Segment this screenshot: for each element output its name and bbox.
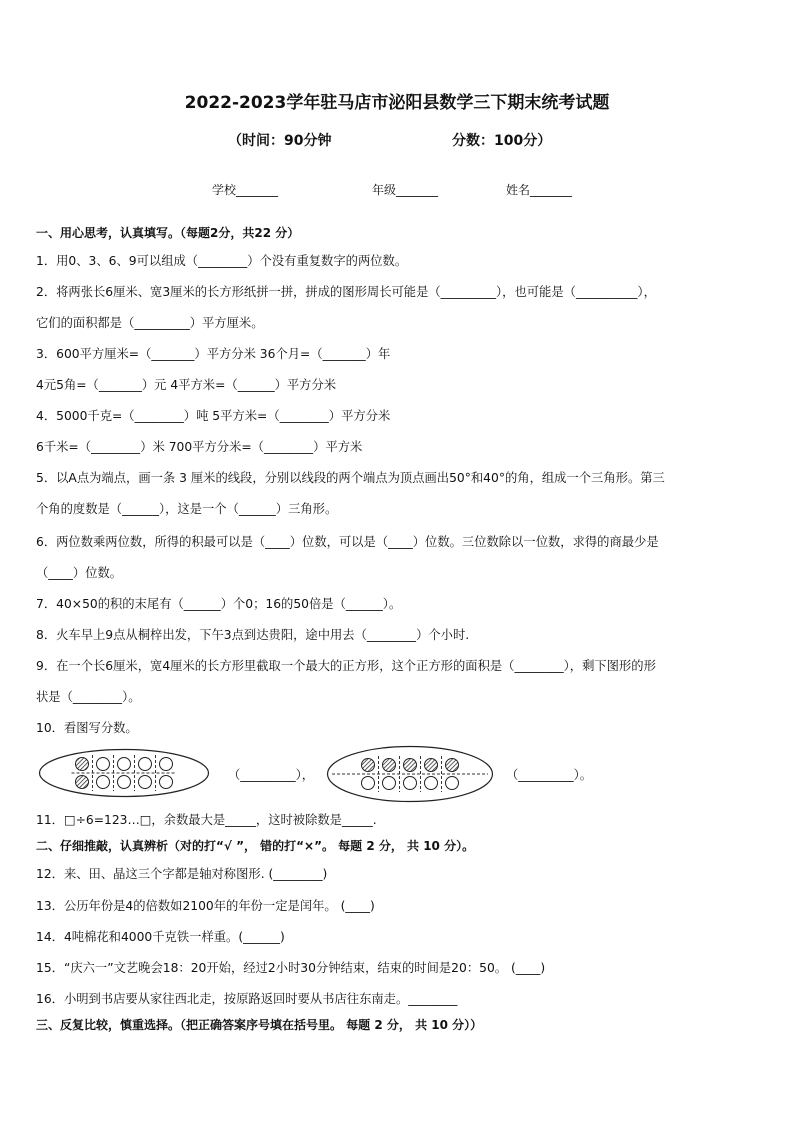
empty-circle (97, 776, 110, 789)
empty-circle (118, 776, 131, 789)
question-4-cont: 6千米=（________）米 700平方分米=（________）平方米 (36, 440, 363, 454)
question-9: 9．在一个长6厘米，宽4厘米的长方形里截取一个最大的正方形，这个正方形的面积是（________），剩下图形的形 (36, 659, 656, 673)
fraction-figure-2 (326, 745, 494, 803)
question-5-cont: 个角的度数是（______），这是一个（______）三角形。 (36, 502, 338, 516)
shaded-circle (425, 759, 438, 772)
question-3: 3．600平方厘米=（_______）平方分米 36个月=（_______）年 (36, 347, 391, 361)
shaded-circle (404, 759, 417, 772)
shaded-circle (76, 758, 89, 771)
question-4: 4．5000千克=（________）吨 5平方米=（________）平方分米 (36, 409, 391, 423)
figure-2-answer: （_________）。 (506, 768, 593, 782)
question-1: 1．用0、3、6、9可以组成（________）个没有重复数字的两位数。 (36, 254, 408, 268)
empty-circle (139, 776, 152, 789)
empty-circle (425, 777, 438, 790)
question-2-cont: 它们的面积都是（_________）平方厘米。 (36, 316, 264, 330)
empty-circle (446, 777, 459, 790)
question-11: 11．□÷6=123…□，余数最大是_____，这时被除数是_____. (36, 813, 377, 827)
question-3-cont: 4元5角=（_______）元 4平方米=（______）平方分米 (36, 378, 337, 392)
section-3-heading: 三、反复比较，慎重选择。（把正确答案序号填在括号里。 每题 2 分， 共 10 分）） (36, 1018, 483, 1032)
question-8: 8．火车早上9点从桐梓出发，下午3点到达贵阳，途中用去（________）个小时. (36, 628, 470, 642)
question-5: 5．以A点为端点，画一条 3 厘米的线段，分别以线段的两个端点为顶点画出50°和40°的角，组成一个三角形。第三 (36, 471, 665, 485)
shaded-circle (446, 759, 459, 772)
shaded-circle (362, 759, 375, 772)
empty-circle (404, 777, 417, 790)
figure-1-answer: （_________）， (228, 768, 315, 782)
empty-circle (160, 758, 173, 771)
question-16: 16．小明到书店要从家往西北走，按原路返回时要从书店往东南走。________ (36, 992, 458, 1006)
score-label: 分数：100分） (452, 133, 552, 149)
fraction-figure-1 (38, 748, 210, 798)
question-15: 15．“庆六一”文艺晚会18：20开始，经过2小时30分钟结束，结束的时间是20：50。 (____) (36, 961, 546, 975)
question-10: 10．看图写分数。 (36, 721, 138, 735)
question-2: 2．将两张长6厘米、宽3厘米的长方形纸拼一拼，拼成的图形周长可能是（_________），也可能是（__________）， (36, 285, 656, 299)
question-6-cont: （____）位数。 (36, 566, 123, 580)
empty-circle (139, 758, 152, 771)
empty-circle (160, 776, 173, 789)
question-7: 7．40×50的积的末尾有（______）个0；16的50倍是（______）。 (36, 597, 402, 611)
empty-circle (118, 758, 131, 771)
school-field[interactable]: 学校_______ (212, 183, 279, 197)
time-label: （时间：90分钟 (228, 133, 332, 149)
shaded-circle (76, 776, 89, 789)
question-12: 12．来、田、晶这三个字都是轴对称图形. (________) (36, 867, 328, 881)
page-title: 2022-2023学年驻马店市泌阳县数学三下期末统考试题 (184, 93, 610, 113)
empty-circle (97, 758, 110, 771)
shaded-circle (383, 759, 396, 772)
question-13: 13．公历年份是4的倍数如2100年的年份一定是闰年。 (____) (36, 899, 375, 913)
name-field[interactable]: 姓名_______ (506, 183, 573, 197)
grade-field[interactable]: 年级_______ (372, 183, 439, 197)
question-6: 6．两位数乘两位数，所得的积最可以是（____）位数，可以是（____）位数。三位数除以一位数，求得的商最少是 (36, 535, 659, 549)
section-1-heading: 一、用心思考，认真填写。（每题2分，共22 分） (36, 226, 300, 240)
empty-circle (383, 777, 396, 790)
empty-circle (362, 777, 375, 790)
question-9-cont: 状是（________）。 (36, 690, 141, 704)
section-2-heading: 二、仔细推敲，认真辨析（对的打“√ ”， 错的打“×”。 每题 2 分， 共 10 分）。 (36, 839, 475, 853)
question-14: 14．4吨棉花和4000千克铁一样重。(______) (36, 930, 285, 944)
